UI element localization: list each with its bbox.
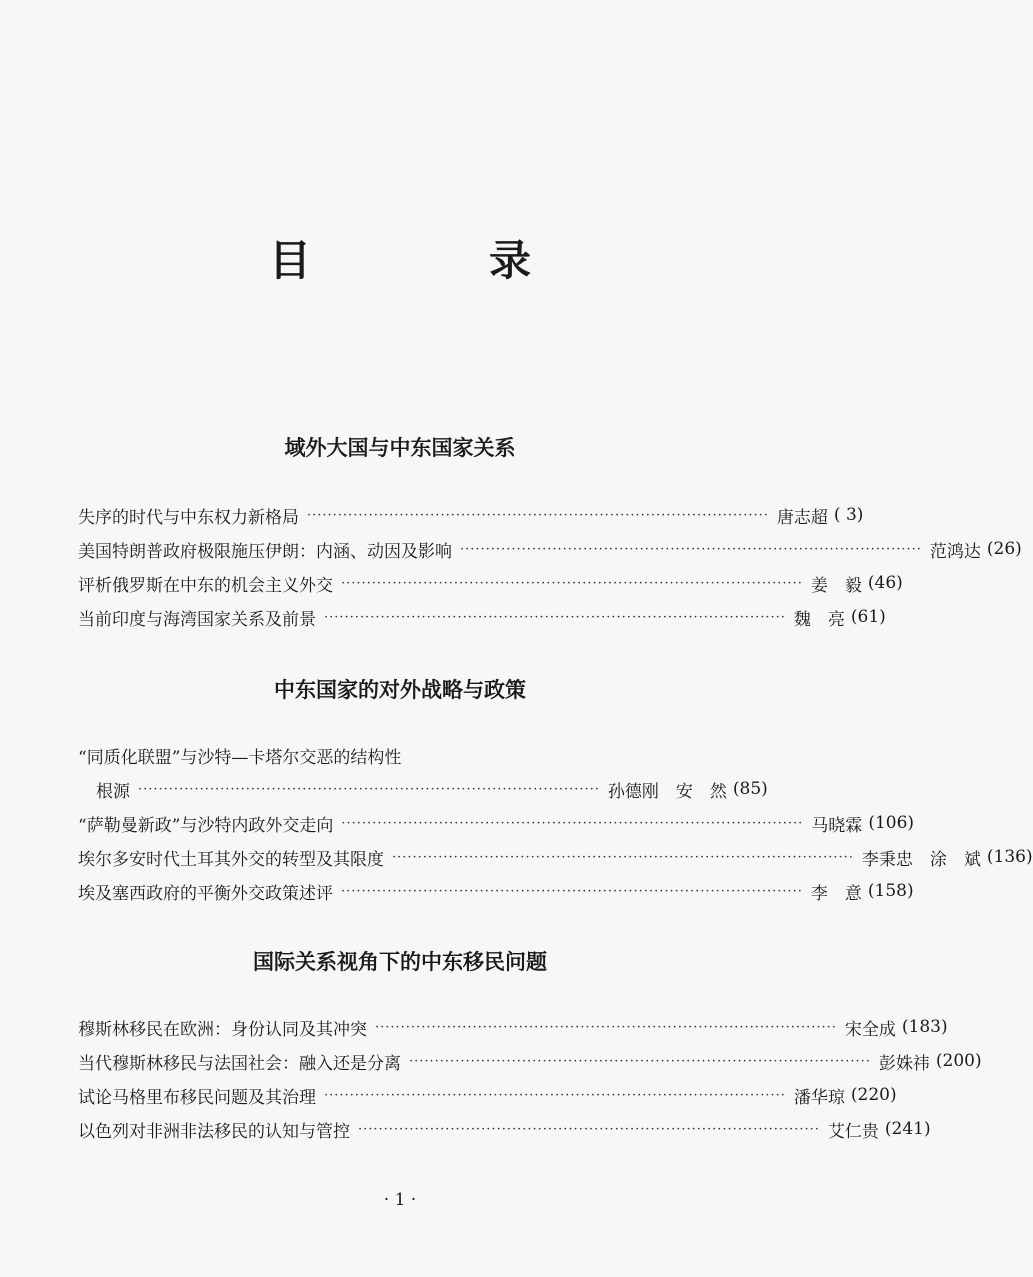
entry-page: (200): [935, 1051, 982, 1071]
entry-title: 穆斯林移民在欧洲：身份认同及其冲突: [78, 1019, 367, 1040]
section-heading: 域外大国与中东国家关系: [284, 436, 516, 460]
entry-author: 李秉忠 涂 斌: [861, 849, 981, 870]
entry-page: (26): [986, 539, 1022, 559]
toc-entry[interactable]: [78, 740, 718, 770]
dot-leader: ··························································································: [460, 541, 922, 557]
entry-page: (85): [732, 779, 768, 799]
dot-leader: ··························································································: [138, 781, 600, 797]
dot-leader: ··························································································: [307, 507, 769, 523]
entry-author: 李 意: [810, 883, 862, 904]
entry-page: (220): [850, 1085, 897, 1105]
toc-entry[interactable]: [78, 876, 914, 906]
toc-entry[interactable]: [78, 774, 768, 804]
entry-author: 范鸿达: [929, 541, 981, 562]
dot-leader: ··························································································: [409, 1053, 871, 1069]
dot-leader: ··························································································: [392, 849, 854, 865]
entry-title: 当代穆斯林移民与法国社会：融入还是分离: [78, 1053, 401, 1074]
entry-author: 艾仁贵: [827, 1121, 879, 1142]
dot-leader: ··························································································: [358, 1121, 820, 1137]
toc-entry[interactable]: [78, 1012, 948, 1042]
entry-title: 评析俄罗斯在中东的机会主义外交: [78, 575, 333, 596]
entry-page: (61): [850, 607, 886, 627]
entry-author: 孙德刚 安 然: [607, 781, 727, 802]
dot-leader: ··························································································: [375, 1019, 837, 1035]
entry-title: 埃尔多安时代土耳其外交的转型及其限度: [78, 849, 384, 870]
page-title: 目 录: [268, 236, 599, 285]
dot-leader: ··························································································: [324, 609, 786, 625]
entry-page: (136): [986, 847, 1033, 867]
entry-page: (183): [901, 1017, 948, 1037]
entry-page: (241): [884, 1119, 931, 1139]
dot-leader: ··························································································: [341, 883, 803, 899]
dot-leader: ··························································································: [341, 815, 804, 831]
entry-page: (46): [867, 573, 903, 593]
toc-entry[interactable]: [78, 1080, 897, 1110]
toc-entry[interactable]: [78, 1046, 982, 1076]
entry-title: 试论马格里布移民问题及其治理: [78, 1087, 316, 1108]
entry-title: 以色列对非洲非法移民的认知与管控: [78, 1121, 350, 1142]
entry-author: 魏 亮: [793, 609, 845, 630]
toc-entry[interactable]: [78, 842, 1033, 872]
entry-author: 唐志超: [776, 507, 828, 528]
entry-page: (106): [868, 813, 915, 833]
entry-title: 埃及塞西政府的平衡外交政策述评: [78, 883, 333, 904]
toc-entry[interactable]: [78, 534, 1022, 564]
entry-title: 美国特朗普政府极限施压伊朗：内涵、动因及影响: [78, 541, 452, 562]
entry-author: 潘华琼: [793, 1087, 845, 1108]
entry-author: 彭姝祎: [878, 1053, 930, 1074]
toc-entry[interactable]: [78, 808, 915, 838]
toc-entry[interactable]: [78, 1114, 931, 1144]
entry-title: 当前印度与海湾国家关系及前景: [78, 609, 316, 630]
entry-author: 马晓霖: [811, 815, 863, 836]
dot-leader: ··························································································: [341, 575, 803, 591]
page-number: · 1 ·: [383, 1190, 417, 1210]
entry-title: “同质化联盟”与沙特—卡塔尔交恶的结构性: [78, 747, 402, 768]
section-heading: 国际关系视角下的中东移民问题: [253, 950, 547, 974]
entry-page: (158): [867, 881, 914, 901]
section-heading: 中东国家的对外战略与政策: [274, 678, 526, 702]
entry-title: 失序的时代与中东权力新格局: [78, 507, 299, 528]
toc-entry[interactable]: [78, 602, 886, 632]
toc-entry[interactable]: [78, 568, 903, 598]
entry-title: “萨勒曼新政”与沙特内政外交走向: [78, 815, 334, 836]
toc-entry[interactable]: [78, 500, 864, 530]
entry-author: 姜 毅: [810, 575, 862, 596]
entry-author: 宋全成: [844, 1019, 896, 1040]
entry-title: 根源: [96, 781, 130, 802]
dot-leader: ··························································································: [324, 1087, 786, 1103]
entry-page: ( 3): [833, 505, 864, 525]
